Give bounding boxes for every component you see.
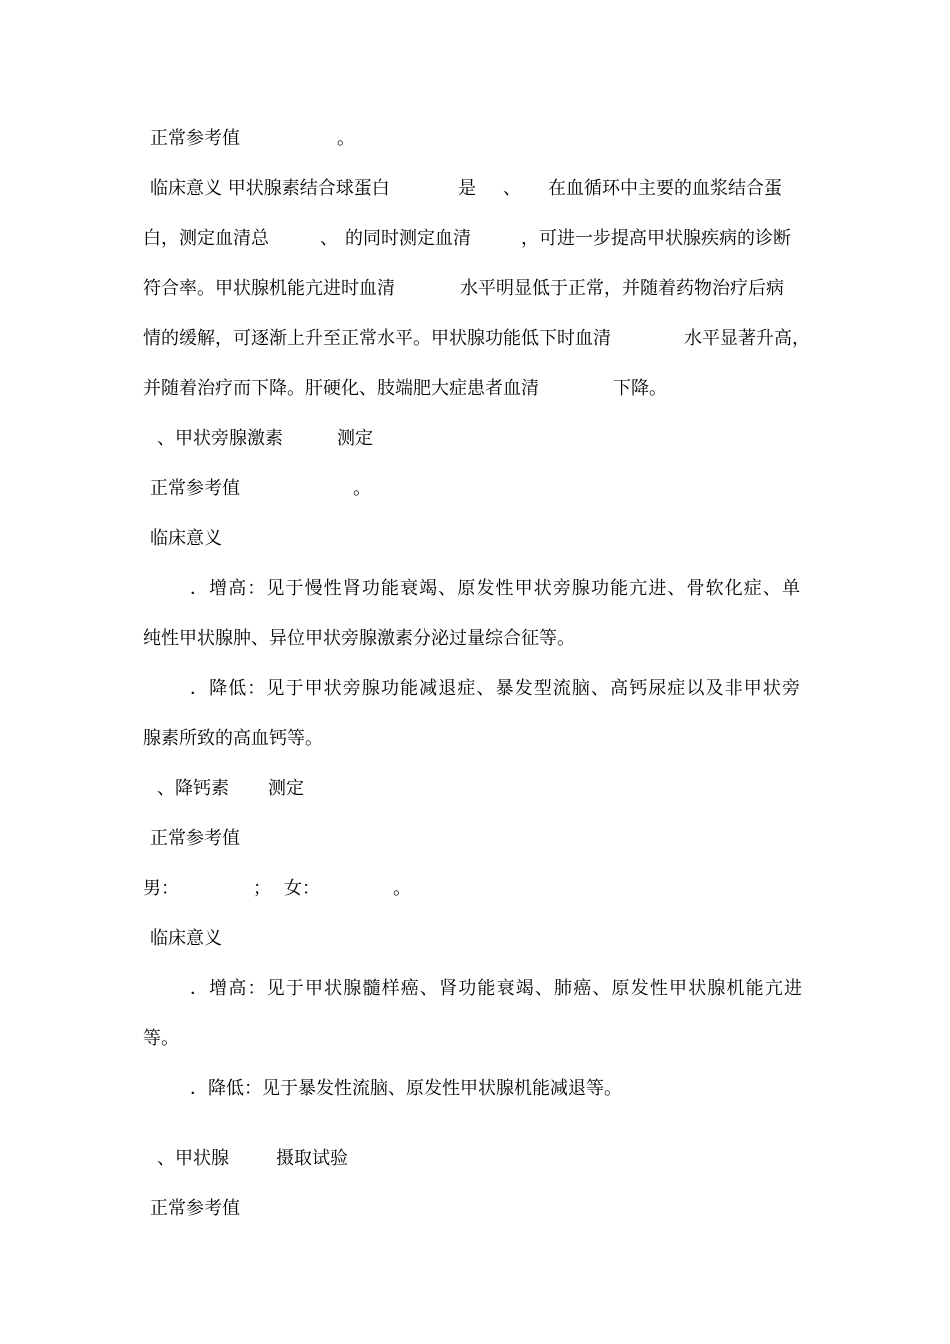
text-fragment: 的同时测定血清 [345,228,471,249]
text-fragment: 并随着治疗而下降。肝硬化、肢端肥大症患者血清 [143,378,539,399]
text-fragment: 水平明显低于正常，并随着药物治疗后病 [460,278,784,299]
text-fragment: 。 [353,478,371,499]
text-fragment: 符合率。甲状腺机能亢进时血清 [143,278,395,299]
text-fragment: ； [253,878,271,899]
text-fragment: 在血循环中主要的血浆结合蛋 [548,178,782,199]
section-heading: 、甲状腺 [157,1148,229,1169]
text-fragment: 、 [503,178,521,199]
increase-item: ．增高：见于甲状腺髓样癌、肾功能衰竭、肺癌、原发性甲状腺机能亢进 [190,978,802,999]
male-label: 男： [143,878,179,899]
text-fragment: ，可进一步提高甲状腺疾病的诊断 [521,228,791,249]
reference-value-label: 正常参考值 [150,828,240,849]
text-fragment: 、 [320,228,338,249]
female-label: 女： [284,878,320,899]
decrease-item: ．降低：见于暴发性流脑、原发性甲状腺机能减退等。 [190,1078,622,1099]
text-fragment: 白，测定血清总 [143,228,269,249]
section-heading: 、降钙素 [157,778,229,799]
increase-item: ．增高：见于慢性肾功能衰竭、原发性甲状旁腺功能亢进、骨软化症、单 [190,578,800,599]
text-fragment: 腺素所致的高血钙等。 [143,728,323,749]
clinical-significance-text: 临床意义 甲状腺素结合球蛋白 [150,178,390,199]
text-fragment: 是 [458,178,476,199]
section-heading-suffix: 测定 [337,428,373,449]
text-fragment: 。 [337,128,355,149]
text-fragment: 等。 [143,1028,179,1049]
reference-value-label: 正常参考值 [150,128,240,149]
text-fragment: 水平显著升高， [684,328,810,349]
reference-value-label: 正常参考值 [150,1198,240,1219]
section-heading: 、甲状旁腺激素 [157,428,283,449]
text-fragment: 纯性甲状腺肿、异位甲状旁腺激素分泌过量综合征等。 [143,628,575,649]
section-heading-suffix: 测定 [268,778,304,799]
text-fragment: 。 [393,878,411,899]
clinical-significance-label: 临床意义 [150,528,222,549]
clinical-significance-label: 临床意义 [150,928,222,949]
section-heading-suffix: 摄取试验 [276,1148,348,1169]
decrease-item: ．降低：见于甲状旁腺功能减退症、暴发型流脑、高钙尿症以及非甲状旁 [190,678,800,699]
text-fragment: 下降。 [613,378,667,399]
reference-value-label: 正常参考值 [150,478,240,499]
text-fragment: 情的缓解，可逐渐上升至正常水平。甲状腺功能低下时血清 [143,328,611,349]
